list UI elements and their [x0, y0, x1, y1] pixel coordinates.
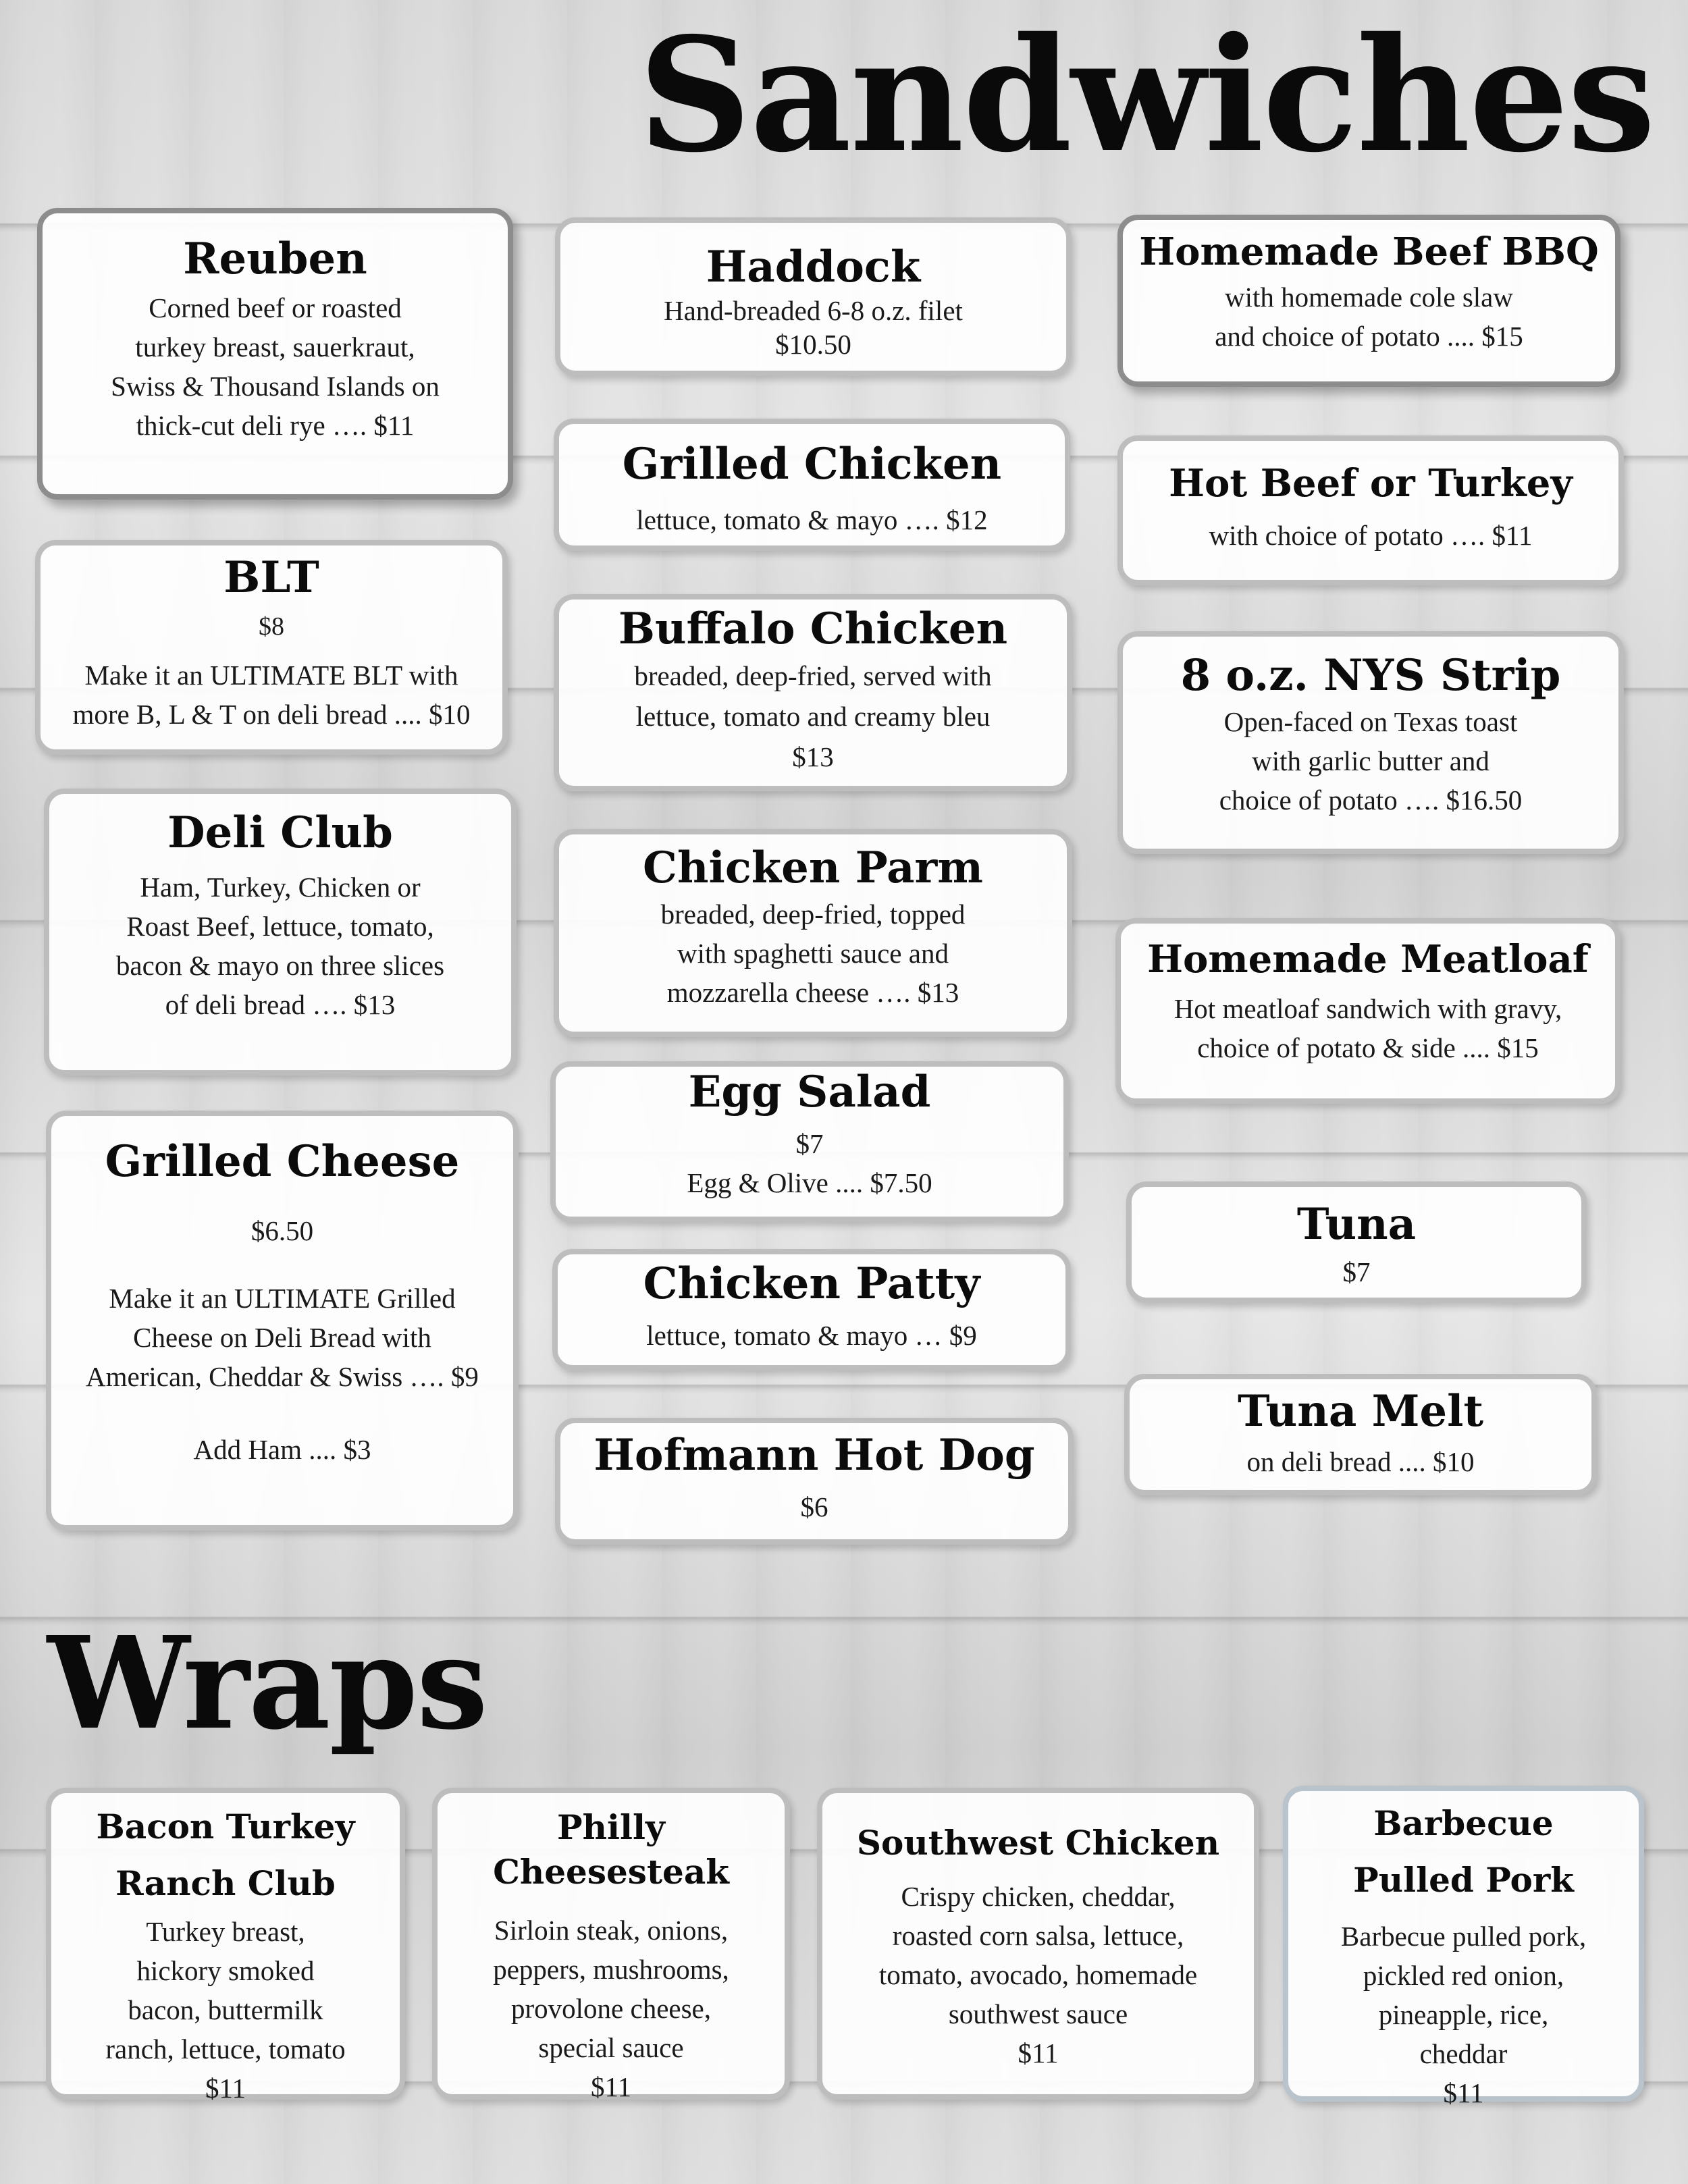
menu-item-chicken-parm	[554, 829, 1072, 1037]
item-title: Southwest Chicken	[856, 1823, 1220, 1863]
item-description: $7	[1342, 1256, 1371, 1287]
menu-item-chicken-patty	[552, 1249, 1071, 1370]
menu-item-grilled-chicken	[554, 419, 1070, 551]
item-title: Bacon Turkey Ranch Club	[96, 1807, 355, 1903]
item-description: on deli bread .... $10	[1246, 1445, 1475, 1477]
menu-item-hofmann-hot-dog	[555, 1418, 1074, 1545]
item-description: Corned beef or roasted turkey breast, sauerkraut, Swiss & Thousand Islands on thick-cut deli rye …. $11	[111, 292, 440, 441]
item-title: Egg Salad	[688, 1067, 931, 1117]
item-price: $8	[259, 612, 284, 641]
menu-item-philly-cheesesteak	[432, 1788, 790, 2100]
item-title: Homemade Meatloaf	[1147, 937, 1589, 982]
wraps-heading: Wraps	[47, 1609, 487, 1758]
item-description: $7 Egg & Olive .... $7.50	[687, 1127, 932, 1198]
item-title: Philly Cheesesteak	[493, 1807, 729, 1892]
menu-item-barbecue-pulled-pork	[1283, 1786, 1644, 2108]
menu-item-tuna	[1126, 1181, 1587, 1303]
menu-item-homemade-beef-bbq	[1117, 215, 1620, 387]
menu-item-blt	[35, 540, 508, 755]
item-title: Tuna Melt	[1238, 1386, 1483, 1437]
menu-item-hot-beef-or-turkey	[1117, 435, 1624, 585]
item-title: 8 o.z. NYS Strip	[1180, 650, 1561, 701]
menu-item-egg-salad	[550, 1061, 1069, 1222]
menu-item-grilled-cheese	[46, 1111, 519, 1530]
item-description: Barbecue pulled pork, pickled red onion, pineapple, rice, cheddar $11	[1340, 1921, 1587, 2108]
menu-item-bacon-turkey-ranch-club	[46, 1788, 405, 2104]
menu-item-tuna-melt	[1124, 1374, 1597, 1495]
item-title: Grilled Chicken	[622, 439, 1002, 489]
item-title: Buffalo Chicken	[618, 604, 1008, 654]
item-title: Deli Club	[167, 807, 393, 858]
item-title: Grilled Cheese	[105, 1136, 460, 1187]
item-description: breaded, deep-fried, served with lettuce, tomato and creamy bleu $13	[634, 660, 992, 772]
menu-item-nys-strip	[1117, 631, 1624, 854]
item-title: BLT	[223, 552, 319, 603]
sandwiches-heading: Sandwiches	[638, 3, 1654, 187]
item-description: Crispy chicken, cheddar, roasted corn salsa, lettuce, tomato, avocado, homemade southwest sauce $11	[878, 1880, 1198, 2069]
menu-item-buffalo-chicken	[554, 594, 1072, 791]
item-description: Turkey breast, hickory smoked bacon, buttermilk ranch, lettuce, tomato $11	[105, 1916, 346, 2104]
item-description: Make it an ULTIMATE BLT with more B, L & T on deli bread .... $10	[72, 659, 471, 730]
item-description: lettuce, tomato & mayo …. $12	[636, 504, 988, 535]
item-title: Tuna	[1296, 1199, 1417, 1250]
item-title: Reuben	[183, 234, 367, 284]
item-title: Chicken Patty	[643, 1258, 980, 1309]
item-description: Make it an ULTIMATE Grilled Cheese on Deli Bread with American, Cheddar & Swiss …. $9	[86, 1282, 479, 1392]
menu-item-haddock	[555, 217, 1072, 376]
item-description: with homemade cole slaw and choice of potato .... $15	[1215, 282, 1523, 352]
item-price: $6.50	[250, 1215, 314, 1246]
item-description: $6	[800, 1491, 828, 1522]
item-title: Haddock	[706, 242, 921, 292]
item-title: Hot Beef or Turkey	[1169, 461, 1573, 506]
item-description: with choice of potato …. $11	[1209, 520, 1533, 552]
item-description: Hand-breaded 6-8 o.z. filet $10.50	[664, 294, 963, 360]
menu-item-homemade-meatloaf	[1115, 918, 1620, 1104]
item-description: lettuce, tomato & mayo … $9	[646, 1319, 977, 1351]
item-description: Sirloin steak, onions, peppers, mushrooms, provolone cheese, special sauce $11	[493, 1915, 729, 2102]
item-description: breaded, deep-fried, topped with spaghetti sauce and mozzarella cheese …. $13	[660, 898, 966, 1008]
item-description: Open-faced on Texas toast with garlic butter and choice of potato …. $16.50	[1219, 705, 1523, 816]
item-addon: Add Ham .... $3	[193, 1433, 371, 1465]
item-title: Hofmann Hot Dog	[594, 1430, 1035, 1481]
item-description: Hot meatloaf sandwich with gravy, choice of potato & side .... $15	[1173, 993, 1562, 1064]
menu-item-reuben	[37, 208, 513, 500]
item-title: Barbecue Pulled Pork	[1353, 1803, 1574, 1900]
menu-item-southwest-chicken	[817, 1788, 1259, 2100]
item-description: Ham, Turkey, Chicken or Roast Beef, lettuce, tomato, bacon & mayo on three slices of deli bread …. $13	[115, 871, 445, 1020]
item-title: Homemade Beef BBQ	[1139, 230, 1599, 274]
item-title: Chicken Parm	[643, 843, 983, 893]
menu-item-deli-club	[44, 789, 517, 1075]
